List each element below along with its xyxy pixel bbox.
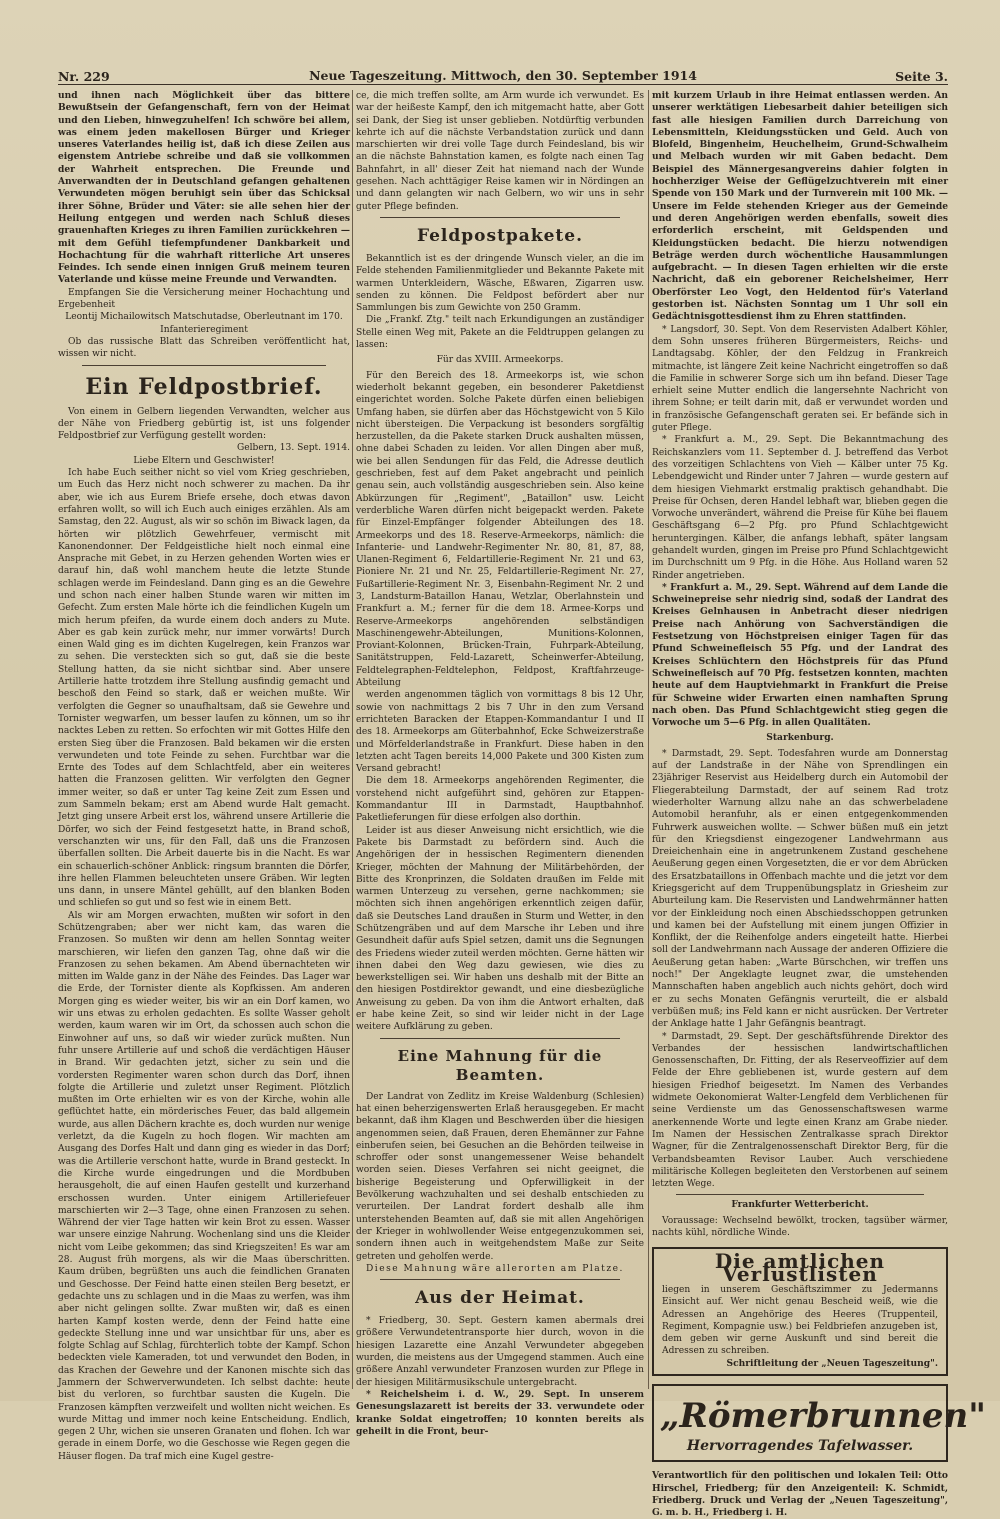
weather-forecast: Voraussage: Wechselnd bewölkt, trocken, tagsüber wärmer, nachts kühl, nördliche Winde. (652, 1215, 948, 1239)
letter-closing: Empfangen Sie die Versicherung meiner Hochachtung und Ergebenheit (58, 287, 350, 311)
article-paragraph: Die „Frankf. Ztg." teilt nach Erkundigungen an zuständiger Stelle einen Weg mit, Pakete an die Feldtruppen gelangen zu lassen: (356, 315, 644, 351)
advertisement-roemerbrunnen (652, 1384, 986, 1462)
column-rule-right (648, 90, 649, 1389)
subheading-armeekorps: Für das XVIII. Armeekorps. (436, 355, 564, 366)
letter-paragraph: und ihnen nach Möglichkeit über das bittere Bewußtsein der Gefangenschaft, fern von der Heimat und den Lieben, hinwegzuhelfen! Ich schwöre bei allem, was einem jeden makellosen Bürger und Krieger unseres Vaterlandes heilig ist, daß ich diese Zeilen aus eigenstem Antriebe schreibe und daß sie vollkommen der Wahrheit entsprechen. Die Freunde und Anverwandten der in Deutschland gefangen gehaltenen Verwundeten mögen beruhigt sein über das Schicksal ihrer Söhne, Brüder und Väter: sie alle sehen hier der Heilung entgegen und werden nach Schluß dieses grauenhaften Krieges zu ihren Familien zurückkehren — mit dem Gefühl tiefempfundener Dankbarkeit und Hochachtung für die wahrhaft ritterliche Art unseres Feindes. Ich sende einen innigen Gruß meinem teuren Vaterlande und küsse meine Freunde und Verwandten. (58, 90, 350, 286)
column-rule-left (352, 90, 353, 1389)
divider (380, 1038, 620, 1039)
article-paragraph: Leider ist aus dieser Anweisung nicht ersichtlich, wie die Pakete bis Darmstadt zu befördern sind. Auch die Angehörigen der in hessischen Regimentern dienenden Krieger, möchten der Mahnung der Militärbehörden, der Bitte des Kronprinzen, die Soldaten draußen im Felde mit warmen Unterzeug zu versehen, gerne nachkommen; sie möchten sich ihnen angehörigen erkenntlich zeigen dafür, daß sie Deutsches Land draußen in Sturm und Wetter, in den Schützengräben und auf dem Marsche ihr Leben und ihre Gesundheit dafür aufs Spiel setzen, damit uns die Segnungen des Friedens wieder zuteil werden möchten. Gerne hätten wir ihnen dabei den Weg dazu gewiesen, wie dies zu bewerkstelligen sei. Wir haben uns deshalb mit der Bitte an den hiesigen Postdirektor gewandt, und eine diesbezügliche Anweisung zu geben. Da von ihm die Antwort erhalten, daß er habe keine Zeit, so sind wir leider nicht in der Lage weitere Aufklärung zu geben. (356, 825, 644, 1033)
article-paragraph: Bekanntlich ist es der dringende Wunsch vieler, an die im Felde stehenden Familienmitglieder und Bekannte Pakete mit warmen Unterkleidern, Wäsche, Eßwaren, Zigarren usw. senden zu können. Die Feldpost befördert aber nur Sammlungen bis zum Gewichte von 250 Gramm. (356, 253, 644, 314)
divider (380, 1279, 620, 1280)
weather-title: Frankfurter Wetterbericht. (731, 1199, 869, 1211)
imprint: Verantwortlich für den politischen und lokalen Teil: Otto Hirschel, Friedberg; für den Anzeigenteil: K. Schmidt, Friedberg. Druck und Verlag der „Neuen Tageszeitung", G. m. b. H., Friedberg i. H. (652, 1470, 948, 1519)
article-paragraph: ce, die mich treffen sollte, am Arm wurde ich verwundet. Es war der heißeste Kampf, den ich mitgemacht hatte, aber Gott sei Dank, der Sieg ist unser geblieben. Notdürftig verbunden kehrte ich auf die nächste Verbandstation zurück und dann marschierten wir drei volle Tage durch Feindesland, bis wir an die nächste Bahnstation kamen, es folgte nach einen Tag Bahnfahrt, in all' dieser Zeit hat niemand nach der Wunde gesehen. Nach achttägiger Reise kamen wir in Nördingen an und dann gelangten wir nach Gelbern, wo wir uns in sehr guter Pflege befinden. (356, 91, 644, 212)
article-title-mahnung: Eine Mahnung für die Beamten. (397, 1046, 603, 1084)
notice-signature: Schriftleitung der „Neuen Tageszeitung". (726, 1357, 938, 1369)
article-paragraph: Der Landrat von Zedlitz im Kreise Waldenburg (Schlesien) hat einen beherzigenswerten Erlaß herausgegeben. Er macht bekannt, daß ihm Klagen und Beschwerden über die hiesigen angenommen seien, daß Frauen, deren Ehemänner zur Fahne einberufen seien, bei Gesuchen an die Behörden teilweise in schroffer oder sonst unangemessener Weise behandelt worden seien. Dieses Verfahren sei nicht geeignet, die bisherige Begeisterung und Opferwilligkeit in der Bevölkerung wachzuhalten und sei deshalb entschieden zu verurteilen. Der Landrat fordert deshalb alle ihm unterstehenden Beamten auf, daß sie mit allen Angehörigen der Krieger in wohlwollender Weise entgegenzukommen sei, sondern ihnen auch in weitgehendstem Maße zur Seite getreten und geholfen werde. (356, 1091, 644, 1262)
news-item: * Frankfurt a. M., 29. Sept. Während auf dem Lande die Schweinepreise sehr niedrig sind, sodaß der Landrat des Kreises Gelnhausen in Anbetracht dieser niedrigen Preise nach Anhörung von Sachverständigen die Festsetzung von Höchstpreisen einiger Tagen für das Pfund Schweinefleisch 55 Pfg. und der Landrat des Kreises Schlüchtern den Höchstpreis für das Pfund Schweinefleisch auf 70 Pfg. festsetzen konnten, machten heute auf dem Hauptviehmarkt in Frankfurt die Preise für Schweine wider Erwarten einen namhaften Sprung nach oben. Das Pfund Schlachtgewicht stieg gegen die Vorwoche um 5—6 Pfg. in allen Qualitäten. (652, 581, 948, 729)
page-number: Seite 3. (895, 69, 948, 84)
news-item: * Friedberg, 30. Sept. Gestern kamen abermals drei größere Verwundetentransporte hier durch, wovon in die hiesigen Lazarette eine Anzahl Verwundeter abgegeben wurden, die meistens aus der Umgegend stammen. Auch eine größere Anzahl verwundeter Franzosen wurden zur Pflege in der hiesigen Militärmusikschule untergebracht. (356, 1316, 644, 1388)
letter-signature: Leontij Michailowitsch Matschutadse, Oberleutnant im 170. Infanterieregiment (65, 312, 343, 335)
notice-title: Die amtlichen Verlustlisten (714, 1249, 886, 1286)
article-paragraph: Als wir am Morgen erwachten, mußten wir sofort in den Schützengraben; aber wer nicht kam, das waren die Franzosen. So mußten wir denn am hellen Sonntag weiter marschieren, wir liefen den ganzen Tag, ohne daß wir die Franzosen zu sehen bekamen. Am Abend übernachteten wir mitten im Walde ganz in der Nähe des Feindes. Das Lager war die Erde, der Tornister diente als Kopfkissen. Am anderen Morgen ging es wieder weiter, bis wir an ein Dorf kamen, wo wir uns etwas zu erholen gedachten. Es sollte Wasser geholt werden, kaum waren wir im Ort, da schossen auch schon die Einwohner auf uns, so daß wir wieder zurück mußten. Nun fuhr unsere Artillerie auf und schoß die verdächtigen Häuser in Brand. Wir gedachten jetzt, sicher zu sein und die vordersten Regimenter waren schon durch das Dorf, ihnen folgte die Artillerie und zuletzt unser Regiment. Plötzlich mußten im Orte erhielten wir es von der Kirche, wohin alle geflüchtet hatte, ein mörderisches Feuer, das bald allgemein wurde, aus allen Dächern krachte es, doch wurden nur wenige verletzt, da die Kugeln zu hoch flogen. Wir machten am Ausgang des Dorfes Halt und dann ging es wieder in das Dorf; was die Artillerie verschont hatte, wurde in Brand gesteckt. In die Kirche wurde eingedrungen und die Mordbuben herausgeholt, die auf einen Haufen gestellt und kurzerhand erschossen wurden. Unter einigem Artilleriefeuer marschierten wir 2—3 Tage, ohne einen Franzosen zu sehen. Während der vier Tage hatten wir kein Brot zu essen. Wasser war unsere einzige Nahrung. Wochenlang sind uns die Kleider nicht vom Leibe gekommen; das sind Kriegszeiten! Es war am 28. August früh morgens, als wir die Maas überschritten. Kaum drüben, begrüßten uns auch die feindlichen Granaten und Geschosse. Der Feind hatte einen steilen Berg besetzt, er gedachte uns zu schlagen und in die Maas zu werfen, was ihm aber nicht gelingen sollte. Zwar mußten wir, daß es einen harten Kampf kosten werde, denn der Feind hatte eine gedeckte Stellung inne und war unsichtbar für uns, aber es folgte Schlag auf Schlag, fürchterlich tobte der Kampf. Schon bedeckten viele Kameraden, tot und verwundet den Boden, in das Krachen der Gewehre und der Kanonen mischte sich das Jammern der Schwerverwundeten. Ich selbst dachte: heute bist du verloren, so furchtbar sausten die Kugeln. Die Franzosen kämpften verzweifelt und wollten nicht weichen. Es wurde Mittag und immer noch keine Entscheidung. Endlich, gegen 2 Uhr, wichen sie unseren Granaten und flohen. Ich war gerade in einem Dorfe, wo die Geschosse wie Regen gegen die Häuser flogen. Da traf mich eine Kugel gestre- (58, 910, 350, 1462)
divider (676, 1194, 924, 1195)
article-paragraph: Für den Bereich des 18. Armeekorps ist, wie schon wiederholt bekannt gegeben, ein besonderer Paketdienst eingerichtet worden. Solche Pakete dürfen einen beliebigen Umfang haben, sie dürfen aber das Höchstgewicht von 5 Kilo nicht übersteigen. Die Verpackung ist besonders sorgfältig herzustellen, da die Pakete starken Druck aushalten müssen, ohne dabei Schaden zu leiden. Vor allen Dingen aber muß, wie bei allen Sendungen für das Feld, die Adresse deutlich geschrieben, fest auf dem Paket angebracht und peinlich genau sein, auch vollständig ausgeschrieben sein. Also keine Abkürzungen für „Regiment", „Bataillon" usw. Leicht verderbliche Waren dürfen nicht beigepackt werden. Pakete für Einzel-Empfänger folgender Abteilungen des 18. Armeekorps und des 18. Reserve-Armeekorps, nämlich: die Infanterie- und Landwehr-Regimenter Nr. 80, 81, 87, 88, Ulanen-Regiment 6, Feldartillerie-Regiment Nr. 21 und 63, Pioniere Nr. 21 und Nr. 25, Feldartillerie-Regiment Nr. 27, Fußartillerie-Regiment Nr. 3, Eisenbahn-Regiment Nr. 2 und 3, Landsturm-Bataillon Hanau, Wetzlar, Oberlahnstein und Frankfurt a. M.; ferner für die dem 18. Armee-Korps und Reserve-Armeekorps angehörenden selbständigen Maschinengewehr-Abteilungen, Munitions-Kolonnen, Proviant-Kolonnen, Brücken-Train, Fuhrpark-Abteilung, Sanitätstruppen, Feld-Lazarett, Scheinwerfer-Abteilung, Feldtelegraphen-Feldtelephon, Feldpost, Kraftfahrzeuge-Abteilung (356, 370, 644, 689)
subheading-starkenburg: Starkenburg. (766, 732, 834, 744)
article-paragraph: Diese Mahnung wäre allerorten am Platze. (366, 1263, 624, 1274)
ad-brand-name: „Römerbrunnen" (660, 1395, 986, 1436)
article-paragraph: Ich habe Euch seither nicht so viel vom Krieg geschrieben, um Euch das Herz nicht noch schwerer zu machen. Da ihr aber, wie ich aus Eurem Briefe ersehe, doch etwas davon erfahren wollt, so will ich Euch auch einiges erzählen. Als am Samstag, den 22. August, als wir so schön im Biwack lagen, da hörten wir plötzlich Gewehrfeuer, vermischt mit Kanonendonner. Der Feldgeistliche hielt noch einmal eine Ansprache mit Gebet, in zu Herzen gehenden Worten wies er darauf hin, daß wohl manchem heute die letzte Stunde schlagen werde im Feindesland. Dann ging es an die Gewehre und schon nach einer halben Stunde waren wir mitten im Gefecht. Zum ersten Male hörte ich die feindlichen Kugeln um mich herum pfeifen, da wurde einem doch anders zu Mute. Aber es gab kein zurück mehr, nur immer vorwärts! Durch einen Wald ging es im dichten Kugelregen, kein Franzos war zu sehen. Die versteckten sich so gut, daß sie die beste Stellung hatten, da sie nicht sichtbar sind. Aber unsere Artillerie hatte trotzdem ihre Stellung ausfindig gemacht und beschoß den Feind so stark, daß er weichen mußte. Wir verfolgten die Gegner so unaufhaltsam, daß sie Gewehre und Tornister wegwarfen, um besser laufen zu können, um so ihr nacktes Leben zu retten. So erfochten wir mit Gottes Hilfe den ersten Sieg über die Franzosen. Bald bekamen wir die ersten verwundeten und tote Feinde zu sehen. Furchtbar war die Ernte des Todes auf dem Schlachtfeld, aber ein weiteres hatten die Franzosen gelitten. Wir verfolgten den Gegner immer weiter, so daß er unter Tag keine Zeit zum Essen und zum Sammeln bekam; erst am Abend wurde Halt gemacht. Jetzt ging unsere Arbeit erst los, während unsere Artillerie die Dörfer, wo sich der Feind festgesetzt hatte, in Brand schoß, verschanzten wir uns, für den Fall, daß uns die Franzosen überfallen sollten. Die Arbeit dauerte bis in die Nacht. Es war ein schauerlich-schöner Anblick: ringsum brannten die Dörfer, ihre hellen Flammen beleuchteten unsere Gräben. Wir legten uns dann, in unsere Mäntel gehüllt, auf den blanken Boden und schliefen so gut und so fest wie in einem Bett. (58, 468, 350, 909)
article-paragraph: werden angenommen täglich von vormittags 8 bis 12 Uhr, sowie von nachmittags 2 bis 7 Uhr in den zum Versand errichteten Baracken der Etappen-Kommandantur I und II des 18. Armeekorps am Güterbahnhof, Ecke Schweizerstraße und Mörfelderlandstraße in Frankfurt. Diese haben in den letzten acht Tagen bereits 14,000 Pakete und 300 Kisten zum Versand gebracht! (356, 690, 644, 775)
article-title-feldpostpakete: Feldpostpakete. (416, 225, 584, 246)
notice-text: liegen in unserem Geschäftszimmer zu Jedermanns Einsicht auf. Wer nicht genau Bescheid weiß, wie die Adressen an Angehörige des Heeres (Truppenteil, Regiment, Kompagnie usw.) bei Feldbriefen anzugeben ist, dem geben wir gerne Auskunft und sind bereit die Adressen zu schreiben. (662, 1284, 938, 1357)
divider (380, 217, 620, 218)
news-item: * Langsdorf, 30. Sept. Von dem Reservisten Adalbert Köhler, dem Sohn unseres früheren Bürgermeisters, Reichs- und Landtagsabg. Köhler, der den Feldzug in Frankreich mitmachte, ist längere Zeit keine Nachricht eingetroffen so daß die Familie in schwerer Sorge sich um ihn befand. Dieser Tage erhielt seine Mutter endlich die langersehnte Nachricht von ihrem Sohne; er teilt darin mit, daß er verwundet worden und in französische Gefangenschaft geraten sei. Er befände sich in guter Pflege. (652, 324, 948, 434)
notice-box-verlustlisten (652, 1247, 948, 1376)
news-item: * Darmstadt, 29. Sept. Todesfahren wurde am Donnerstag auf der Landstraße in der Nähe von Sprendlingen ein 23jähriger Reservist aus Heidelberg durch ein Automobil der Fliegerabteilung Darmstadt, der auf seinem Rad trotz wiederholter Warnung allzu nahe an das schwerbeladene Automobil heranfuhr, als er einen entgegenkommenden Fuhrwerk ausweichen wollte. — Schwer büßen muß ein jetzt für den Kriegsdienst eingezogener Landwehrmann aus Dreieichenhain eine in angetrunkenem Zustand geschehene Aeußerung gegen einen Vorgesetzten, die er vor dem Abrücken des Ersatzbataillons in Offenbach machte und die jetzt vor dem Kriegsgericht auf dem Truppenübungsplatz in Griesheim zur Aburteilung kam. Die Reservisten und Landwehrmänner hatten vor der Einkleidung noch einen Abschiedsschoppen getrunken und kamen bei der Aufstellung mit einem jungen Offizier in Konflikt, der die Reihenfolge anders eingeteilt hatte. Hierbei soll der Landwehrmann nach Aussage der anderen Offiziere die Aeußerung getan haben: „Warte Bürschchen, wir treffen uns noch!" Der Angeklagte leugnet zwar, die umstehenden Mannschaften haben angeblich auch nichts gehört, doch wird er zu sechs Monaten Gefängnis verurteilt, die er alsbald verbüßen muß; ins Feld kann er nicht ausrücken. Der Vertreter der Anklage hatte 1 Jahr Gefängnis beantragt. (652, 748, 948, 1030)
article-title-heimat: Aus der Heimat. (415, 1288, 585, 1309)
news-item: mit kurzem Urlaub in ihre Heimat entlassen werden. An unserer werktätigen Liebesarbeit dahier beteiligen sich fast alle hiesigen Familien durch Darreichung von Lebensmitteln, Kleidungsstücken und Geld. Auch von Blofeld, Bingenheim, Heuchelheim, Grund-Schwalheim und Melbach wurden wir mit Gaben bedacht. Dem Beispiel des Männergesangvereins dahier folgten in hochherziger Weise der Geflügelzuchtverein mit einer Spende von 150 Mark und der Turnverein mit 100 Mk. — Unsere im Felde stehenden Krieger aus der Gemeinde und deren Angehörigen werden ebenfalls, soweit dies erforderlich erscheint, mit Geldspenden und Kleidungstücken bedacht. Die hierzu notwendigen Beträge werden durch wöchentliche Hausammlungen aufgebracht. — In diesen Tagen erhielten wir die erste Nachricht, daß ein geborener Reichelsheimer, Herr Oberförster Leo Vogt, den Heldentod für's Vaterland gestorben ist. Nächsten Sonntag um 1 Uhr soll ein Gedächtnisgottesdienst ihm zu Ehren stattfinden. (652, 90, 948, 323)
news-item: * Darmstadt, 29. Sept. Der geschäftsführende Direktor des Verbandes der hessischen landwirtschaftlichen Genossenschaften, Dr. Fitting, der als Reserveoffizier auf dem Felde der Ehre gebliebenen ist, wurde gestern auf dem hiesigen Friedhof beigesetzt. Im Namen des Verbandes widmete Oekonomierat Walter-Lengfeld dem Verblichenen für seine Verdienste um das Genossenschaftswesen warme anerkennende Worte und legte einen Kranz am Grabe nieder. Im Namen der Hessischen Zentralkasse sprach Direktor Wagner, für die Zentralgenossenschaft Direktor Berg, für die Verbandsbeamten Revisor Lauber. Auch verschiedene militärische Kollegen begleiteten den Verstorbenen auf seinem letzten Wege. (652, 1031, 948, 1190)
column-2 (356, 90, 644, 1437)
masthead-line: Neue Tageszeitung. Mittwoch, den 30. September 1914 (309, 68, 697, 83)
column-1 (58, 90, 350, 1462)
article-title-feldpostbrief: Ein Feldpostbrief. (85, 373, 323, 400)
news-item: * Reichelsheim i. d. W., 29. Sept. In unserem Genesungslazarett ist bereits der 33. verwundete oder kranke Soldat eingetroffen; 10 konnten bereits als geheilt in die Front, beur- (356, 1388, 644, 1437)
article-paragraph: Die dem 18. Armeekorps angehörenden Regimenter, die vorstehend nicht aufgeführt sind, gehören zur Etappen-Kommandantur III in Darmstadt, Hauptbahnhof. Paketlieferungen für diese erfolgen also dorthin. (356, 776, 644, 824)
issue-number: Nr. 229 (58, 69, 110, 84)
article-dateline: Gelbern, 13. Sept. 1914. (237, 443, 350, 454)
column-3 (652, 90, 986, 1519)
article-intro: Von einem in Gelbern liegenden Verwandten, welcher aus der Nähe von Friedberg gebürtig ist, ist uns folgender Feldpostbrief zur Verfügung gestellt worden: (58, 406, 350, 442)
news-item: * Frankfurt a. M., 29. Sept. Die Bekanntmachung des Reichskanzlers vom 11. September d. J. betreffend das Verbot des vorzeitigen Schlachtens von Vieh — Kälber unter 75 Kg. Lebendgewicht und Rinder unter 7 Jahren — wurde gestern auf dem hiesigen Viehmarkt erstmalig praktisch gehandhabt. Die Preise für Ochsen, deren Handel lebhaft war, blieben gegen die Vorwoche unverändert, während die Preise für Kühe bei flauem Geschäftsgang 6—2 Pfg. pro Pfund Schlachtgewicht heruntergingen. Kälber, die anfangs lebhaft, später langsam gehandelt wurden, gingen im Preise pro Pfund Schlachtgewicht im Durchschnitt um 9 Pfg. in die Höhe. Aus Holland waren 52 Rinder angetrieben. (652, 435, 948, 581)
page-header (58, 66, 948, 85)
divider (82, 365, 326, 366)
editor-note: Ob das russische Blatt das Schreiben veröffentlicht hat, wissen wir nicht. (58, 336, 350, 360)
article-salutation: Liebe Eltern und Geschwister! (133, 455, 275, 466)
ad-tagline: Hervorragendes Tafelwasser. (686, 1437, 914, 1454)
